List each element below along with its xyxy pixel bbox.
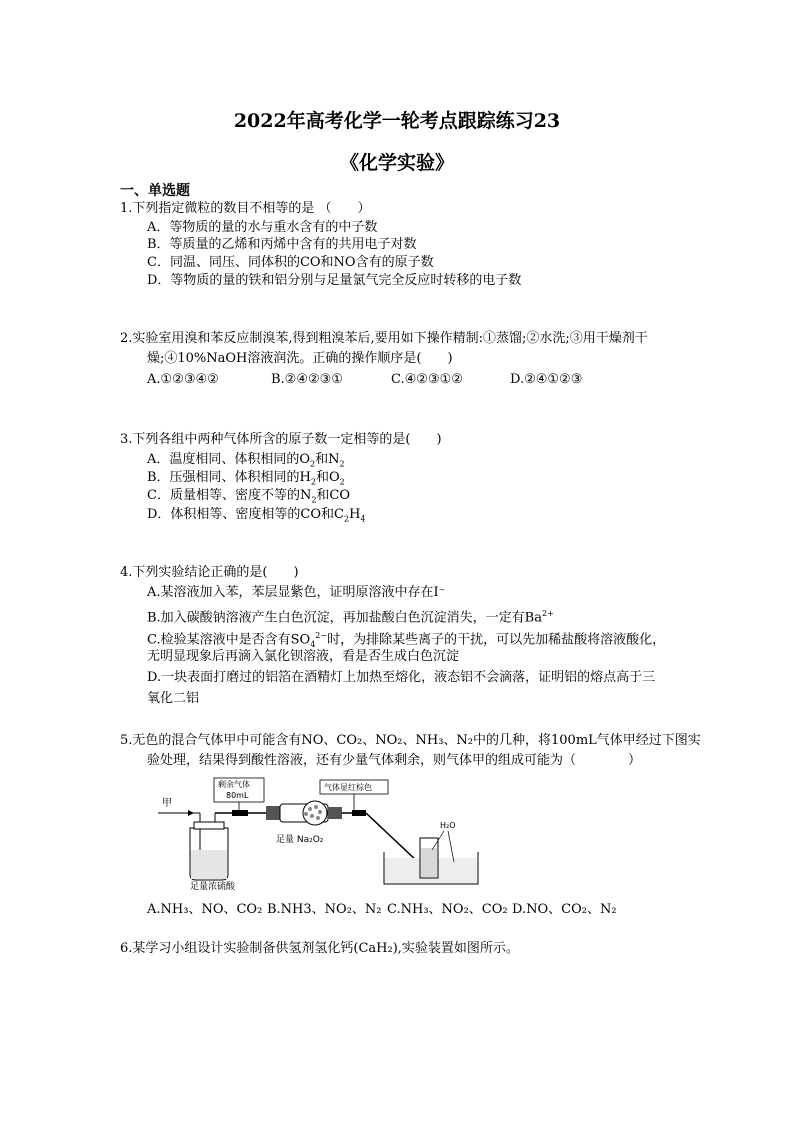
question-3-option-c: C．质量相等、密度不等的$N_2$和CO — [147, 488, 351, 505]
question-4-option-c-line2: 无明显现象后再滴入氯化钡溶液，看是否生成白色沉淀 — [147, 649, 460, 664]
reagent-1-label: 足量浓硫酸 — [190, 882, 236, 892]
question-1-stem: 1.下列指定微粒的数目不相等的是 （ ） — [120, 201, 371, 216]
remaining-gas-volume: 80mL — [226, 791, 249, 800]
rubber-joint-1 — [232, 810, 248, 816]
question-3-option-d: D．体积相等、密度相等的CO和$C_2H_4$ — [147, 507, 366, 524]
water-label: H₂O — [440, 821, 456, 830]
question-3-stem: 3.下列各组中两种气体所含的原子数一定相等的是( ) — [120, 432, 442, 447]
granule — [318, 810, 322, 814]
pointer-line-4 — [448, 831, 454, 862]
question-4-option-d-line1: D.一块表面打磨过的铝箔在酒精灯上加热至熔化，液态铝不会滴落，证明铝的熔点高于三 — [147, 670, 656, 685]
granule — [316, 816, 320, 820]
reagent-2-label: 足量 Na₂O₂ — [276, 835, 324, 845]
question-2-option-b: B.②④②③① — [271, 372, 343, 387]
question-3-option-a: A．温度相同、体积相同的$O_2$和$N_2$ — [147, 452, 345, 469]
tube-plug-left — [266, 806, 280, 820]
question-5-option-d: D.NO、CO₂、N₂ — [512, 902, 617, 917]
collected-water — [421, 848, 437, 877]
question-2-option-d: D.②④①②③ — [510, 372, 583, 387]
section-heading: 一、单选题 — [120, 183, 190, 199]
document-title: 2022年高考化学一轮考点跟踪练习23 — [233, 110, 561, 132]
question-2-stem-line2: 燥;④10%NaOH溶液润洗。正确的操作顺序是( ) — [147, 351, 453, 366]
question-2-option-a: A.①②③④② — [147, 372, 219, 387]
question-5-option-a: A.NH₃、NO、CO₂ — [147, 902, 263, 917]
question-4-option-d-line2: 氧化二铝 — [147, 691, 200, 706]
red-brown-gas-label: 气体显红棕色 — [324, 783, 372, 792]
granule — [308, 807, 312, 811]
sulfuric-acid-liquid — [191, 850, 227, 879]
question-3-option-b: B．压强相同、体积相同的$H_2$和$O_2$ — [147, 470, 345, 487]
question-5-option-c: C.NH₃、NO₂、CO₂ — [387, 902, 508, 917]
arrow-icon — [188, 810, 194, 816]
question-1-option-c: C．同温、同压、同体积的CO和NO含有的原子数 — [147, 255, 434, 270]
granule — [304, 812, 308, 816]
question-5-stem-line1: 5.无色的混合气体甲中可能含有NO、CO₂、NO₂、NH₃、N₂中的几种，将100mL气体甲经过下图实 — [120, 733, 701, 748]
question-1-option-a: A．等物质的量的水与重水含有的中子数 — [147, 220, 378, 235]
question-5-stem-line2: 验处理，结果得到酸性溶液，还有少量气体剩余，则气体甲的组成可能为（ ） — [147, 753, 642, 768]
tube-plug-right — [328, 807, 342, 819]
question-4-option-b: B.加入碳酸钠溶液产生白色沉淀，再加盐酸白色沉淀消失，一定有$Ba^{2+}$ — [147, 609, 554, 626]
question-5-option-b: B.NH3、NO₂、N₂ — [267, 902, 382, 917]
granule — [314, 805, 318, 809]
question-4-option-a: A.某溶液加入苯，苯层显紫色，证明原溶液中存在I⁻ — [147, 585, 446, 600]
question-2-option-c: C.④②③①② — [391, 372, 463, 387]
inlet-label: 甲 — [162, 798, 172, 809]
granule — [310, 814, 314, 818]
rubber-joint-2 — [352, 810, 366, 816]
question-1-option-d: D．等物质的量的铁和铝分别与足量氯气完全反应时转移的电子数 — [147, 273, 522, 288]
question-4-stem: 4.下列实验结论正确的是( ) — [120, 565, 299, 580]
apparatus-figure — [148, 776, 488, 892]
question-1-option-b: B．等质量的乙烯和丙烯中含有的共用电子对数 — [147, 237, 417, 252]
bottle-stopper — [194, 822, 224, 829]
question-6-stem: 6.某学习小组设计实验制备供氢剂氢化钙(CaH₂),实验装置如图所示。 — [120, 941, 519, 956]
question-4-option-c-line1: C.检验某溶液中是否含有$SO_4^{2-}$时，为排除某些离子的干扰，可以先加稀盐酸将溶液酸化， — [147, 631, 666, 649]
document-subtitle: 《化学实验》 — [339, 152, 454, 174]
question-2-stem-line1: 2.实验室用溴和苯反应制溴苯,得到粗溴苯后,要用如下操作精制:①蒸馏;②水洗;③用干燥剂干 — [120, 331, 648, 346]
remaining-gas-label: 剩余气体 — [218, 780, 250, 789]
